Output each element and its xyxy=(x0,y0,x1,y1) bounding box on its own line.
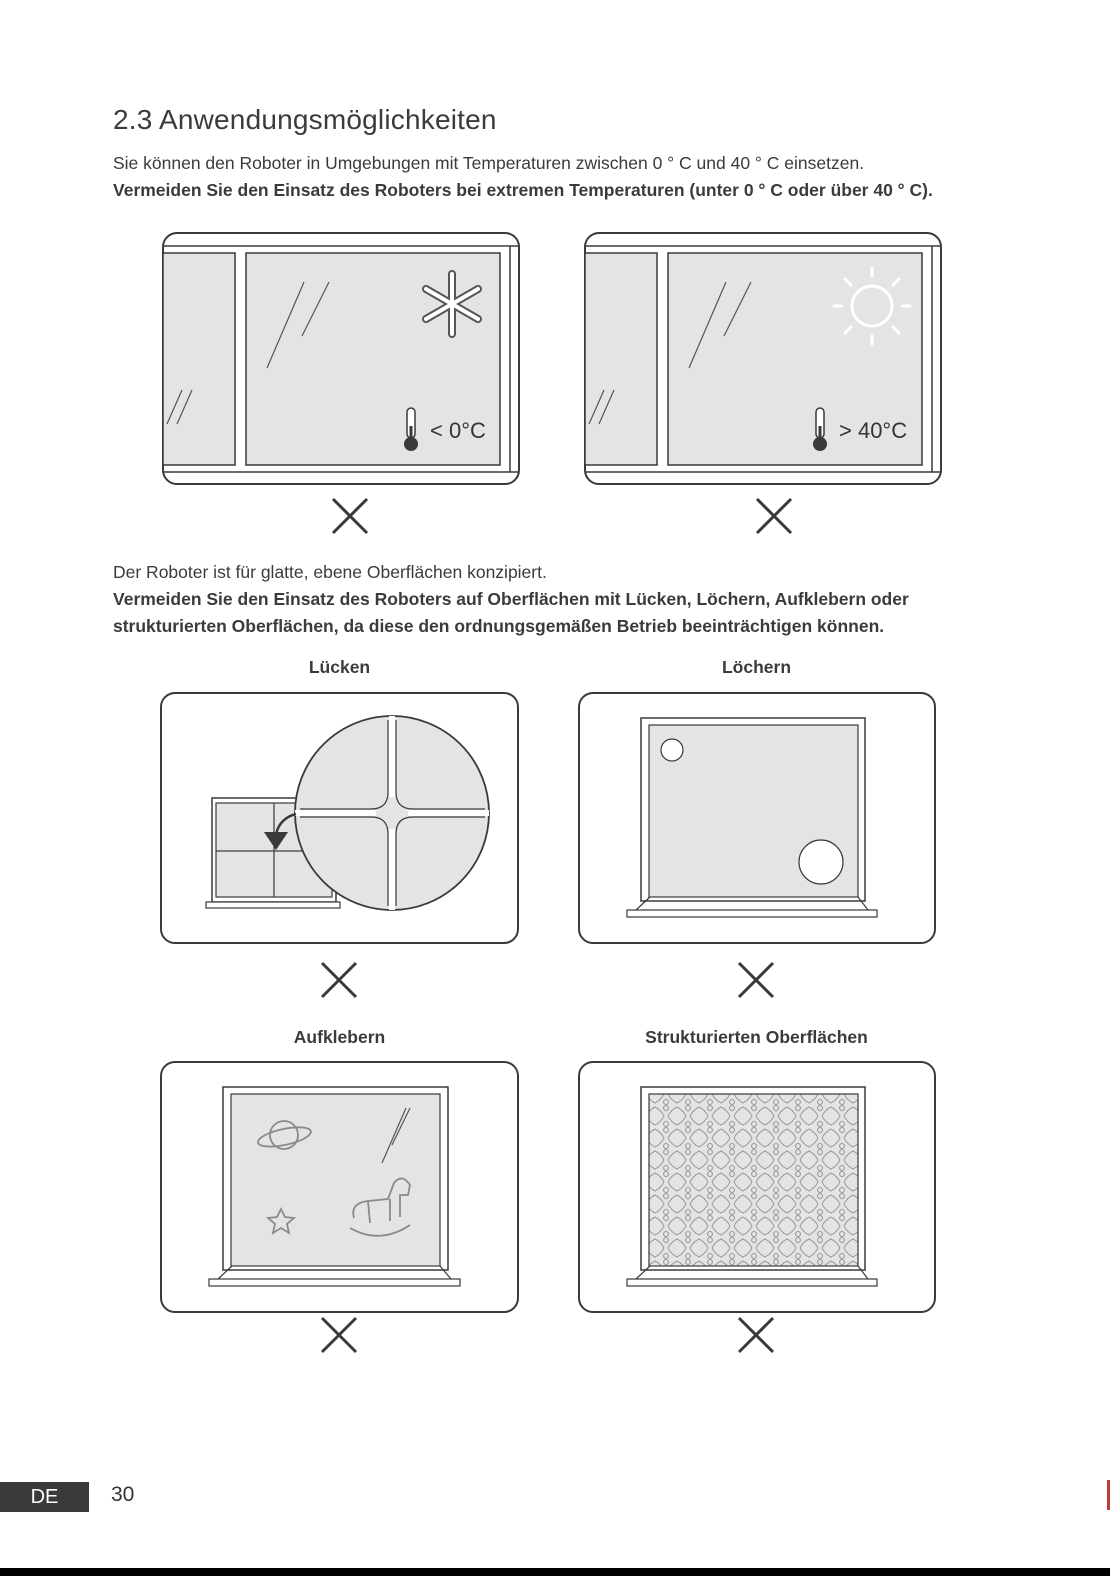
caption-aufklebern: Aufklebern xyxy=(293,1027,386,1047)
hot-label: > 40°C xyxy=(839,418,908,443)
surface-line-1: Der Roboter ist für glatte, ebene Oberflächen konzipiert. xyxy=(113,562,547,582)
surface-text xyxy=(113,559,909,640)
page-number: 30 xyxy=(111,1483,135,1506)
temperature-line-2: Vermeiden Sie den Einsatz des Roboters bei extremen Temperaturen (unter 0 ° C oder über 40 ° C). xyxy=(113,180,933,200)
bottom-bar xyxy=(0,1568,1110,1576)
temperature-line-1: Sie können den Roboter in Umgebungen mit Temperaturen zwischen 0 ° C und 40 ° C einsetzen. xyxy=(113,153,865,173)
caption-strukturierte-oberflaechen: Strukturierten Oberflächen xyxy=(645,1027,868,1047)
cross-icon xyxy=(737,1316,775,1354)
caption-luecken: Lücken xyxy=(308,657,371,677)
language-tab: DE xyxy=(0,1482,89,1512)
cross-icon xyxy=(320,961,358,999)
gaps-illustration xyxy=(160,692,519,945)
cross-icon xyxy=(737,961,775,999)
holes-illustration xyxy=(578,692,936,945)
temperature-text xyxy=(113,150,933,204)
surface-line-3: strukturierten Oberflächen, da diese den ordnungsgemäßen Betrieb beeinträchtigen können. xyxy=(113,616,885,636)
section-title: 2.3 Anwendungsmöglichkeiten xyxy=(113,104,497,135)
hot-window-illustration xyxy=(584,232,942,486)
cold-label: < 0°C xyxy=(430,418,486,443)
stickers-illustration xyxy=(160,1061,519,1314)
cross-icon xyxy=(331,497,369,535)
cold-window-illustration xyxy=(162,232,520,486)
cross-icon xyxy=(755,497,793,535)
textured-surface-illustration xyxy=(578,1061,936,1314)
caption-loechern: Löchern xyxy=(721,657,792,677)
surface-line-2: Vermeiden Sie den Einsatz des Roboters auf Oberflächen mit Lücken, Löchern, Aufklebern oder xyxy=(113,589,909,609)
cross-icon xyxy=(320,1316,358,1354)
